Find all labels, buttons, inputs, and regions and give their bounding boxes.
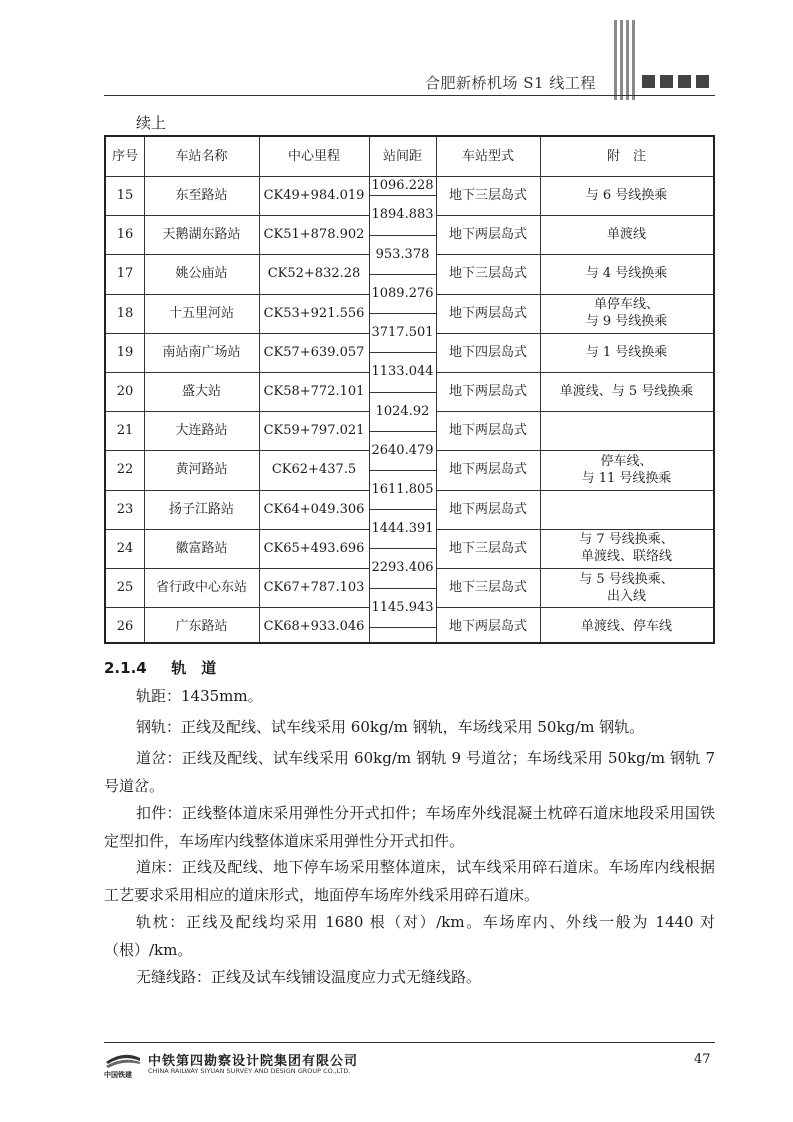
table-cell-type: 地下四层岛式 (448, 344, 527, 360)
table-cell-mileage: CK52+832.28 (267, 266, 361, 282)
table-cell-type: 地下两层岛式 (448, 305, 527, 321)
table-cell-type: 地下三层岛式 (448, 540, 527, 556)
table-cell-distance: 2293.406 (371, 560, 434, 576)
table-cell-type: 地下两层岛式 (448, 227, 527, 243)
table-cell-mileage: CK51+878.902 (263, 227, 365, 243)
table-cell-mileage: CK58+772.101 (263, 384, 365, 400)
header-title: 合肥新桥机场 S1 线工程 (425, 74, 596, 92)
table-cell-note: 单渡线、停车线 (580, 619, 672, 635)
table-cell-name: 南站南广场站 (162, 344, 241, 360)
table-cell-note (540, 411, 713, 450)
table-cell-distance: 1611.805 (371, 482, 434, 498)
section-number: 2.1.4 (104, 659, 147, 677)
table-cell-name: 扬子江路站 (168, 501, 234, 517)
page-number: 47 (694, 1052, 711, 1067)
table-cell-mileage: CK59+797.021 (263, 423, 365, 439)
table-cell-type: 地下两层岛式 (448, 462, 527, 478)
paragraph-fastener: 扣件：正线整体道床采用弹性分开式扣件；车场库外线混凝土枕碎石道床地段采用国铁定型扣件，车场库内线整体道床采用弹性分开式扣件。 (104, 804, 715, 850)
table-cell-no: 24 (116, 540, 134, 556)
table-cell-mileage: CK49+984.019 (263, 188, 365, 204)
header-rule (104, 95, 715, 96)
table-cell-note: 与 5 号线换乘、 出入线 (579, 571, 674, 604)
table-cell-note: 停车线、 与 11 号线换乘 (581, 453, 672, 486)
footer-brand: 中国铁建 (104, 1071, 132, 1079)
continued-label: 续上 (136, 114, 167, 132)
table-cell-name: 大连路站 (175, 423, 228, 439)
table-cell-distance: 1145.943 (371, 599, 434, 615)
table-cell-distance: 3717.501 (371, 325, 434, 341)
table-cell-mileage: CK68+933.046 (263, 619, 365, 635)
table-cell-name: 黄河路站 (175, 462, 228, 478)
table-cell-distance: 953.378 (375, 246, 430, 262)
table-cell-name: 姚公庙站 (175, 266, 228, 282)
table-cell-note (540, 490, 713, 529)
table-header-cell: 车站型式 (461, 149, 514, 164)
header-decoration-bars (614, 20, 636, 100)
table-cell-name: 天鹅湖东路站 (162, 227, 241, 243)
table-cell-no: 25 (116, 580, 134, 596)
table-cell-mileage: CK65+493.696 (263, 540, 365, 556)
table-header-cell: 车站名称 (175, 149, 228, 164)
table-header-cell: 序号 (111, 149, 138, 164)
paragraph-turnout: 道岔：正线及配线、试车线采用 60kg/m 钢轨 9 号道岔；车场线采用 50kg/m 钢轨 7 号道岔。 (104, 749, 715, 795)
paragraph-rail: 钢轨：正线及配线、试车线采用 60kg/m 钢轨，车场线采用 50kg/m 钢轨。 (136, 718, 645, 736)
paragraph-sleeper: 轨枕：正线及配线均采用 1680 根（对）/km。车场库内、外线一般为 1440 对（根）/km。 (104, 913, 715, 959)
table-cell-mileage: CK62+437.5 (271, 462, 357, 478)
table-cell-distance: 1444.391 (371, 521, 434, 537)
table-cell-type: 地下三层岛式 (448, 188, 527, 204)
table-cell-no: 22 (116, 462, 134, 478)
table-cell-note: 与 1 号线换乘 (585, 344, 668, 360)
table-cell-note: 单停车线、 与 9 号线换乘 (585, 297, 668, 330)
table-cell-name: 徽富路站 (175, 540, 228, 556)
section-heading (104, 657, 216, 678)
table-cell-mileage: CK64+049.306 (263, 501, 365, 517)
footer-org-name: 中铁第四勘察设计院集团有限公司 (148, 1054, 359, 1069)
table-cell-type: 地下两层岛式 (448, 501, 527, 517)
table-cell-type: 地下两层岛式 (448, 619, 527, 635)
table-cell-distance: 1024.92 (375, 403, 430, 419)
table-cell-no: 20 (116, 384, 134, 400)
table-cell-note: 与 4 号线换乘 (585, 266, 668, 282)
table-cell-no: 17 (116, 266, 134, 282)
table-cell-name: 广东路站 (175, 619, 228, 635)
paragraph-cwr: 无缝线路：正线及试车线铺设温度应力式无缝线路。 (136, 968, 482, 986)
table-cell-note: 单渡线、与 5 号线换乘 (559, 384, 694, 400)
table-cell-mileage: CK53+921.556 (263, 305, 365, 321)
footer-org-name-en: CHINA RAILWAY SIYUAN SURVEY AND DESIGN GROUP CO.,LTD. (148, 1067, 351, 1075)
table-cell-distance: 1894.883 (371, 207, 434, 223)
table-cell-no: 21 (116, 423, 134, 439)
table-cell-name: 东至路站 (175, 188, 228, 204)
table-cell-no: 23 (116, 501, 134, 517)
table-header-cell: 中心里程 (287, 149, 340, 164)
table-cell-type: 地下两层岛式 (448, 384, 527, 400)
table-cell-no: 15 (116, 188, 134, 204)
table-cell-type: 地下三层岛式 (448, 580, 527, 596)
station-table (104, 135, 715, 644)
table-header-cell: 附 注 (606, 149, 646, 164)
table-header-cell: 站间距 (382, 149, 422, 164)
table-cell-note: 与 7 号线换乘、 单渡线、联络线 (579, 532, 674, 565)
table-cell-name: 十五里河站 (168, 305, 234, 321)
table-cell-mileage: CK67+787.103 (263, 580, 365, 596)
table-cell-note: 与 6 号线换乘 (585, 188, 668, 204)
table-cell-distance: 1089.276 (371, 286, 434, 302)
header-decoration-squares (642, 73, 714, 87)
distance-divider (369, 627, 436, 628)
table-cell-distance: 1096.228 (371, 178, 434, 193)
paragraph-trackbed: 道床：正线及配线、地下停车场采用整体道床，试车线采用碎石道床。车场库内线根据工艺要求采用相应的道床形式，地面停车场库外线采用碎石道床。 (104, 858, 715, 904)
table-cell-name: 省行政中心东站 (155, 580, 247, 596)
section-title: 轨 道 (171, 659, 217, 677)
table-cell-no: 26 (116, 619, 134, 635)
table-cell-type: 地下三层岛式 (448, 266, 527, 282)
paragraph-gauge: 轨距：1435mm。 (136, 687, 263, 705)
table-cell-type: 地下两层岛式 (448, 423, 527, 439)
table-cell-name: 盛大站 (181, 384, 221, 400)
table-cell-distance: 1133.044 (371, 364, 434, 380)
table-cell-no: 18 (116, 305, 134, 321)
footer-rule (104, 1042, 715, 1043)
table-cell-no: 16 (116, 227, 134, 243)
table-cell-distance: 2640.479 (371, 442, 434, 458)
table-cell-no: 19 (116, 344, 134, 360)
table-cell-mileage: CK57+639.057 (263, 344, 365, 360)
table-cell-note: 单渡线 (606, 227, 646, 243)
